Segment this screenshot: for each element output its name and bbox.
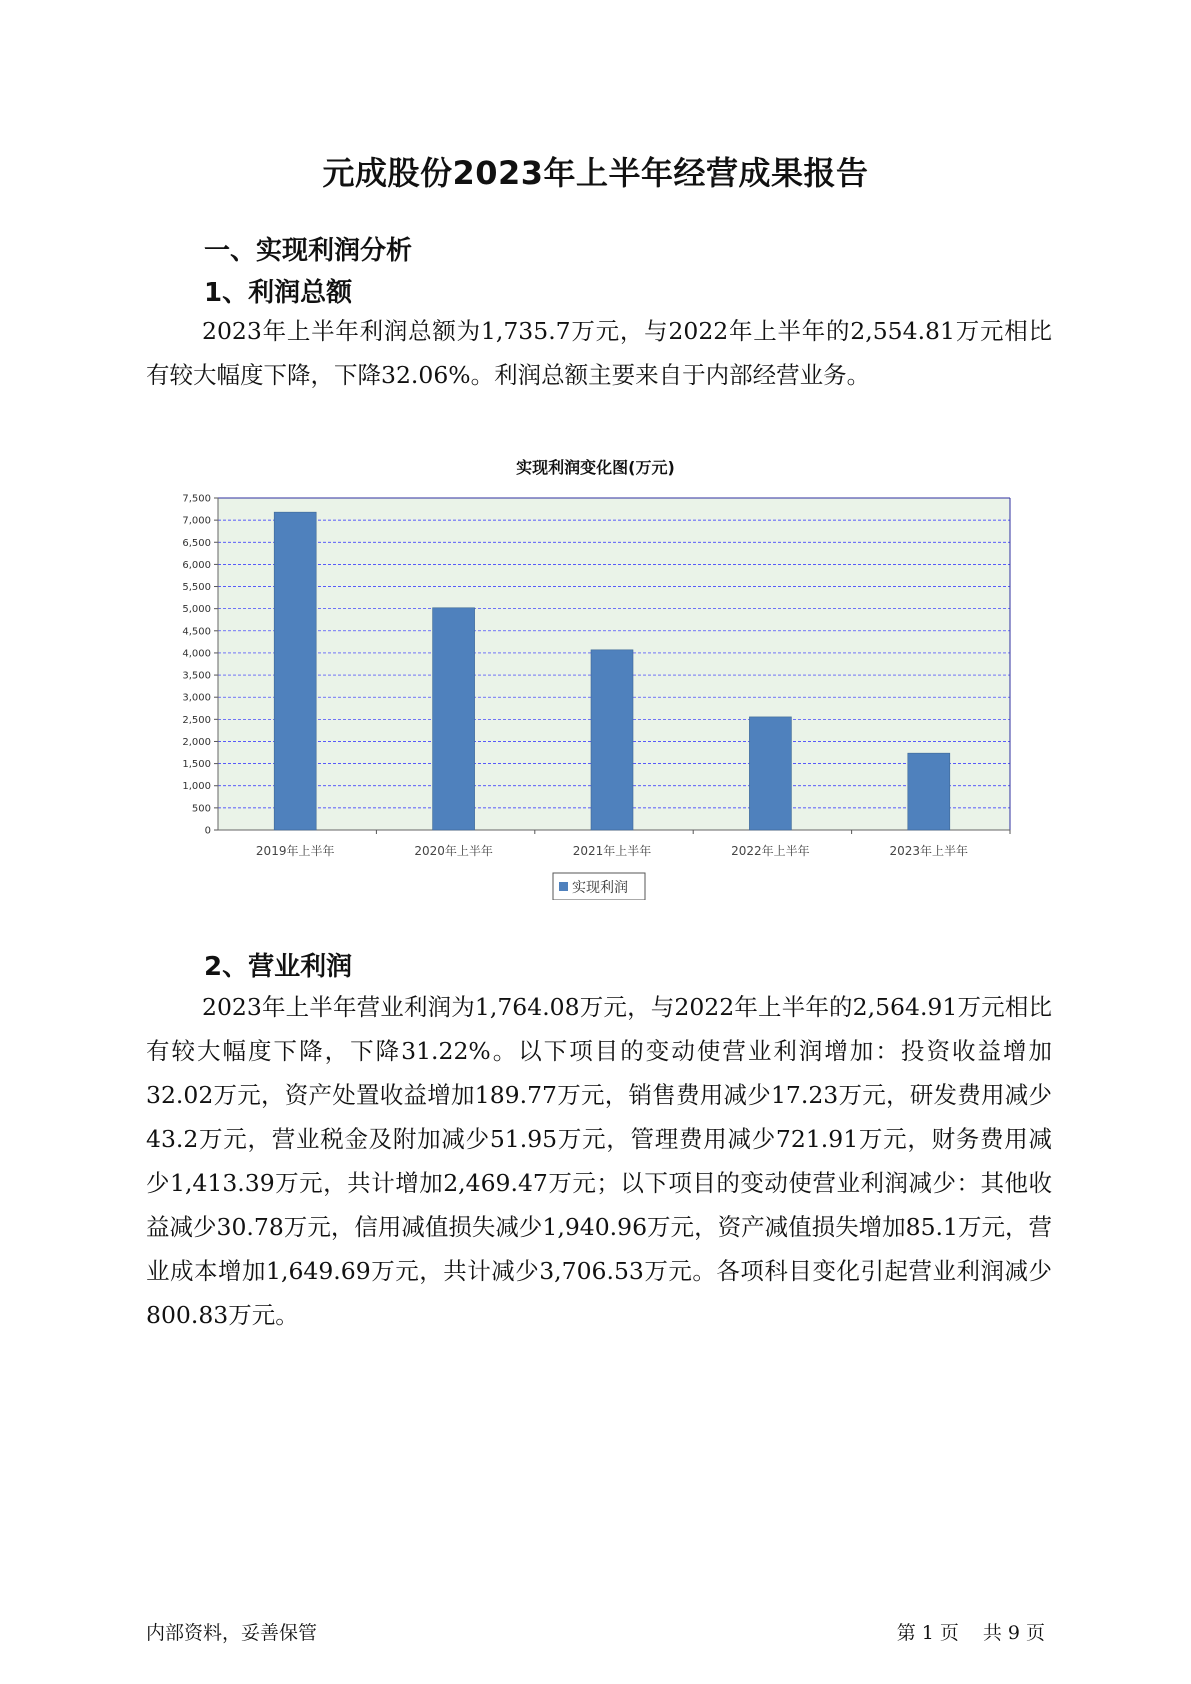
bar <box>749 717 791 830</box>
x-tick-label: 2021年上半年 <box>572 844 652 858</box>
y-tick-label: 1,500 <box>182 759 211 771</box>
subsection-heading-profit: 1、利润总额 <box>204 278 353 308</box>
y-tick-label: 7,500 <box>182 493 211 505</box>
legend-label: 实现利润 <box>572 880 628 896</box>
legend-swatch <box>559 882 568 891</box>
y-tick-label: 5,000 <box>182 604 211 616</box>
y-tick-label: 5,500 <box>182 582 211 594</box>
total-prefix: 共 <box>982 1622 1002 1644</box>
bar <box>274 512 316 830</box>
page-number: 1 <box>921 1622 934 1644</box>
y-tick-label: 7,000 <box>182 515 211 527</box>
bar <box>908 753 950 830</box>
y-tick-label: 3,000 <box>182 692 211 704</box>
page-indicator <box>891 1618 1045 1645</box>
x-tick-label: 2020年上半年 <box>414 844 493 858</box>
subsection-heading-operating: 2、营业利润 <box>204 952 353 982</box>
page-mid: 页 <box>939 1622 959 1644</box>
x-tick-label: 2019年上半年 <box>255 844 335 858</box>
footer-note: 内部资料，妥善保管 <box>146 1622 318 1644</box>
x-tick-label: 2023年上半年 <box>889 844 969 858</box>
profit-paragraph: 2023年上半年利润总额为1,735.7万元，与2022年上半年的2,554.81万元相比有较大幅度下降，下降32.06%。利润总额主要来自于内部经营业务。 <box>146 317 1052 389</box>
y-tick-label: 1,000 <box>182 781 211 793</box>
y-tick-label: 0 <box>204 825 211 837</box>
x-tick-label: 2022年上半年 <box>731 844 810 858</box>
page-title: 元成股份2023年上半年经营成果报告 <box>322 154 869 192</box>
y-tick-label: 6,000 <box>182 559 211 571</box>
y-tick-label: 500 <box>191 803 211 815</box>
y-tick-label: 4,000 <box>182 648 211 660</box>
y-tick-label: 2,000 <box>182 736 211 748</box>
y-tick-label: 3,500 <box>182 670 211 682</box>
chart-title: 实现利润变化图(万元) <box>516 458 675 477</box>
total-pages: 9 <box>1007 1622 1020 1644</box>
y-tick-label: 4,500 <box>182 626 211 638</box>
operating-paragraph: 2023年上半年营业利润为1,764.08万元，与2022年上半年的2,564.91万元相比有较大幅度下降，下降31.22%。以下项目的变动使营业利润增加：投资收益增加32.02万元，资产处置收益增加189.77万元，销售费用减少17.23万元，研发费用减少43.2万元，营业税金及附加减少51.95万元，管理费用减少721.91万元，财务费用减少1,413.39万元，共计增加2,469.47万元；以下项目的变动使营业利润减少：其他收益减少30.78万元，信用减值损失减少1,940.96万元，资产减值损失增加85.1万元，营业成本增加1,649.69万元，共计减少3,706.53万元。各项科目变化引起营业利润减少800.83万元。 <box>146 993 1052 1329</box>
bar <box>433 608 475 830</box>
y-tick-label: 6,500 <box>182 537 211 549</box>
bar <box>591 650 633 830</box>
page-prefix: 第 <box>896 1622 916 1644</box>
y-tick-label: 2,500 <box>182 714 211 726</box>
section-heading: 一、实现利润分析 <box>204 236 413 266</box>
total-suffix: 页 <box>1025 1622 1045 1644</box>
